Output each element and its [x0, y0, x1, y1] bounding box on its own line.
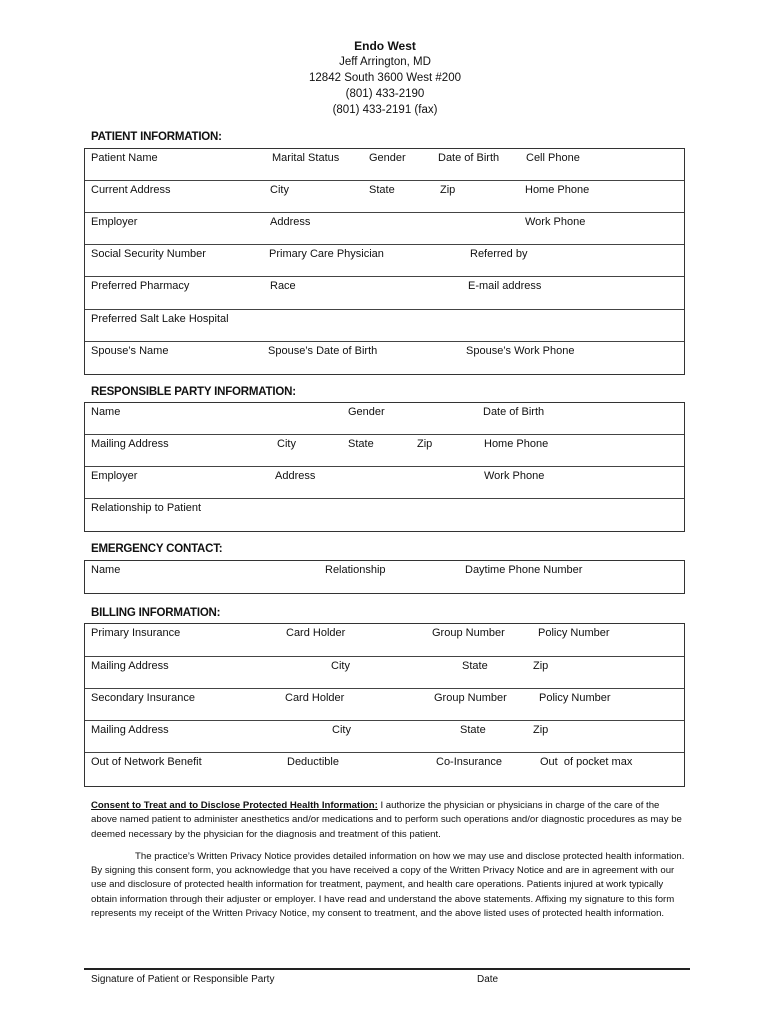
field-home-phone[interactable]: Home Phone — [525, 184, 590, 196]
form-row — [85, 342, 684, 374]
field-spouse-name[interactable]: Spouse’s Name — [91, 345, 169, 357]
emergency-section-title: EMERGENCY CONTACT: — [91, 543, 223, 555]
field-current-address[interactable]: Current Address — [91, 184, 171, 196]
field-secondary-policy-number[interactable]: Policy Number — [539, 692, 611, 704]
field-secondary-insurance[interactable]: Secondary Insurance — [91, 692, 195, 704]
patient-information-table — [84, 148, 685, 375]
practice-address: 12842 South 3600 West #200 — [309, 72, 461, 84]
field-employer[interactable]: Employer — [91, 216, 138, 228]
field-secondary-zip[interactable]: Zip — [533, 724, 549, 736]
form-row — [85, 181, 684, 213]
field-employer-address[interactable]: Address — [270, 216, 311, 228]
signature-line[interactable] — [84, 968, 690, 970]
practice-header — [0, 38, 770, 118]
field-primary-state[interactable]: State — [462, 660, 488, 672]
field-rp-date-of-birth[interactable]: Date of Birth — [483, 406, 545, 418]
field-rp-employer-address[interactable]: Address — [275, 470, 316, 482]
field-primary-policy-number[interactable]: Policy Number — [538, 627, 610, 639]
field-rp-employer[interactable]: Employer — [91, 470, 138, 482]
form-row — [85, 310, 684, 342]
field-ec-daytime-phone[interactable]: Daytime Phone Number — [465, 564, 583, 576]
form-row — [85, 403, 684, 435]
form-row — [85, 277, 684, 310]
field-primary-zip[interactable]: Zip — [533, 660, 549, 672]
field-patient-name[interactable]: Patient Name — [91, 152, 158, 164]
consent-heading: Consent to Treat and to Disclose Protected Health Information: — [91, 800, 378, 811]
field-primary-city[interactable]: City — [331, 660, 350, 672]
field-preferred-hospital[interactable]: Preferred Salt Lake Hospital — [91, 313, 229, 325]
signature-label: Signature of Patient or Responsible Party — [91, 974, 275, 985]
field-out-of-network-benefit[interactable]: Out of Network Benefit — [91, 756, 202, 768]
patient-section-title: PATIENT INFORMATION: — [91, 131, 222, 143]
field-deductible[interactable]: Deductible — [287, 756, 339, 768]
field-marital-status[interactable]: Marital Status — [272, 152, 340, 164]
form-row — [85, 689, 684, 721]
field-primary-group-number[interactable]: Group Number — [432, 627, 505, 639]
field-ssn[interactable]: Social Security Number — [91, 248, 206, 260]
billing-section-title: BILLING INFORMATION: — [91, 607, 221, 619]
form-row — [85, 213, 684, 245]
field-referred-by[interactable]: Referred by — [470, 248, 528, 260]
field-primary-mailing-address[interactable]: Mailing Address — [91, 660, 169, 672]
field-secondary-card-holder[interactable]: Card Holder — [285, 692, 345, 704]
field-work-phone[interactable]: Work Phone — [525, 216, 586, 228]
practice-phone: (801) 433-2190 — [345, 88, 425, 100]
field-zip[interactable]: Zip — [440, 184, 456, 196]
field-secondary-mailing-address[interactable]: Mailing Address — [91, 724, 169, 736]
field-secondary-state[interactable]: State — [460, 724, 486, 736]
field-ec-relationship[interactable]: Relationship — [325, 564, 386, 576]
field-rp-name[interactable]: Name — [91, 406, 121, 418]
consent-paragraph — [91, 799, 687, 842]
field-secondary-city[interactable]: City — [332, 724, 351, 736]
field-preferred-pharmacy[interactable]: Preferred Pharmacy — [91, 280, 190, 292]
field-primary-care-physician[interactable]: Primary Care Physician — [269, 248, 384, 260]
field-secondary-group-number[interactable]: Group Number — [434, 692, 507, 704]
form-row — [85, 657, 684, 689]
field-gender[interactable]: Gender — [369, 152, 406, 164]
practice-name: Endo West — [354, 39, 416, 53]
field-city[interactable]: City — [270, 184, 289, 196]
field-rp-zip[interactable]: Zip — [417, 438, 433, 450]
privacy-notice-paragraph: The practice’s Written Privacy Notice provides detailed information on how we may use and disclose protected health information. By signing this consent form, you acknowledge that you have received a copy of the Written Privacy Notice and are in agreement with our use and disclosure of protected health information for treatment, payment, and health care operations. Patients injured at work typically obtain information through their adjuster or employer. I have read and understand the above statements. Affixing my signature to this form represents my receipt of the Written Privacy Notice, my consent to treatment, and the above listed uses of protected health information. — [91, 850, 685, 920]
field-out-of-pocket-max[interactable]: Out of pocket max — [540, 756, 633, 768]
field-spouse-dob[interactable]: Spouse’s Date of Birth — [268, 345, 378, 357]
doctor-name: Jeff Arrington, MD — [339, 56, 431, 68]
form-row — [85, 149, 684, 181]
field-date-of-birth[interactable]: Date of Birth — [438, 152, 500, 164]
form-row — [85, 499, 684, 531]
field-ec-name[interactable]: Name — [91, 564, 121, 576]
field-race[interactable]: Race — [270, 280, 296, 292]
consent-section — [91, 799, 687, 921]
field-rp-relationship[interactable]: Relationship to Patient — [91, 502, 202, 514]
form-row — [85, 245, 684, 277]
field-rp-state[interactable]: State — [348, 438, 374, 450]
form-row — [85, 435, 684, 467]
consent-text: I authorize the physician or physicians in charge of the care of the above named patient to administer anesthetics and/or medications and to perform such operations and/or diagnostic procedures as may be deemed necessary by the physician for the diagnosis and treatment of this patient. — [91, 800, 682, 840]
field-rp-work-phone[interactable]: Work Phone — [484, 470, 545, 482]
field-primary-card-holder[interactable]: Card Holder — [286, 627, 346, 639]
form-row — [85, 624, 684, 657]
form-row — [85, 721, 684, 753]
responsible-section-title: RESPONSIBLE PARTY INFORMATION: — [91, 386, 296, 398]
responsible-party-table — [84, 402, 685, 532]
field-co-insurance[interactable]: Co-Insurance — [436, 756, 503, 768]
emergency-contact-table — [84, 560, 685, 594]
field-spouse-work-phone[interactable]: Spouse’s Work Phone — [466, 345, 575, 357]
field-rp-city[interactable]: City — [277, 438, 296, 450]
billing-information-table — [84, 623, 685, 787]
field-state[interactable]: State — [369, 184, 395, 196]
field-cell-phone[interactable]: Cell Phone — [526, 152, 580, 164]
practice-fax: (801) 433-2191 (fax) — [332, 104, 438, 116]
field-rp-home-phone[interactable]: Home Phone — [484, 438, 549, 450]
form-row — [85, 467, 684, 499]
field-rp-gender[interactable]: Gender — [348, 406, 385, 418]
field-rp-mailing-address[interactable]: Mailing Address — [91, 438, 169, 450]
form-row — [85, 753, 684, 786]
date-label: Date — [477, 974, 499, 985]
field-email[interactable]: E-mail address — [468, 280, 542, 292]
field-primary-insurance[interactable]: Primary Insurance — [91, 627, 181, 639]
form-row — [85, 561, 684, 593]
